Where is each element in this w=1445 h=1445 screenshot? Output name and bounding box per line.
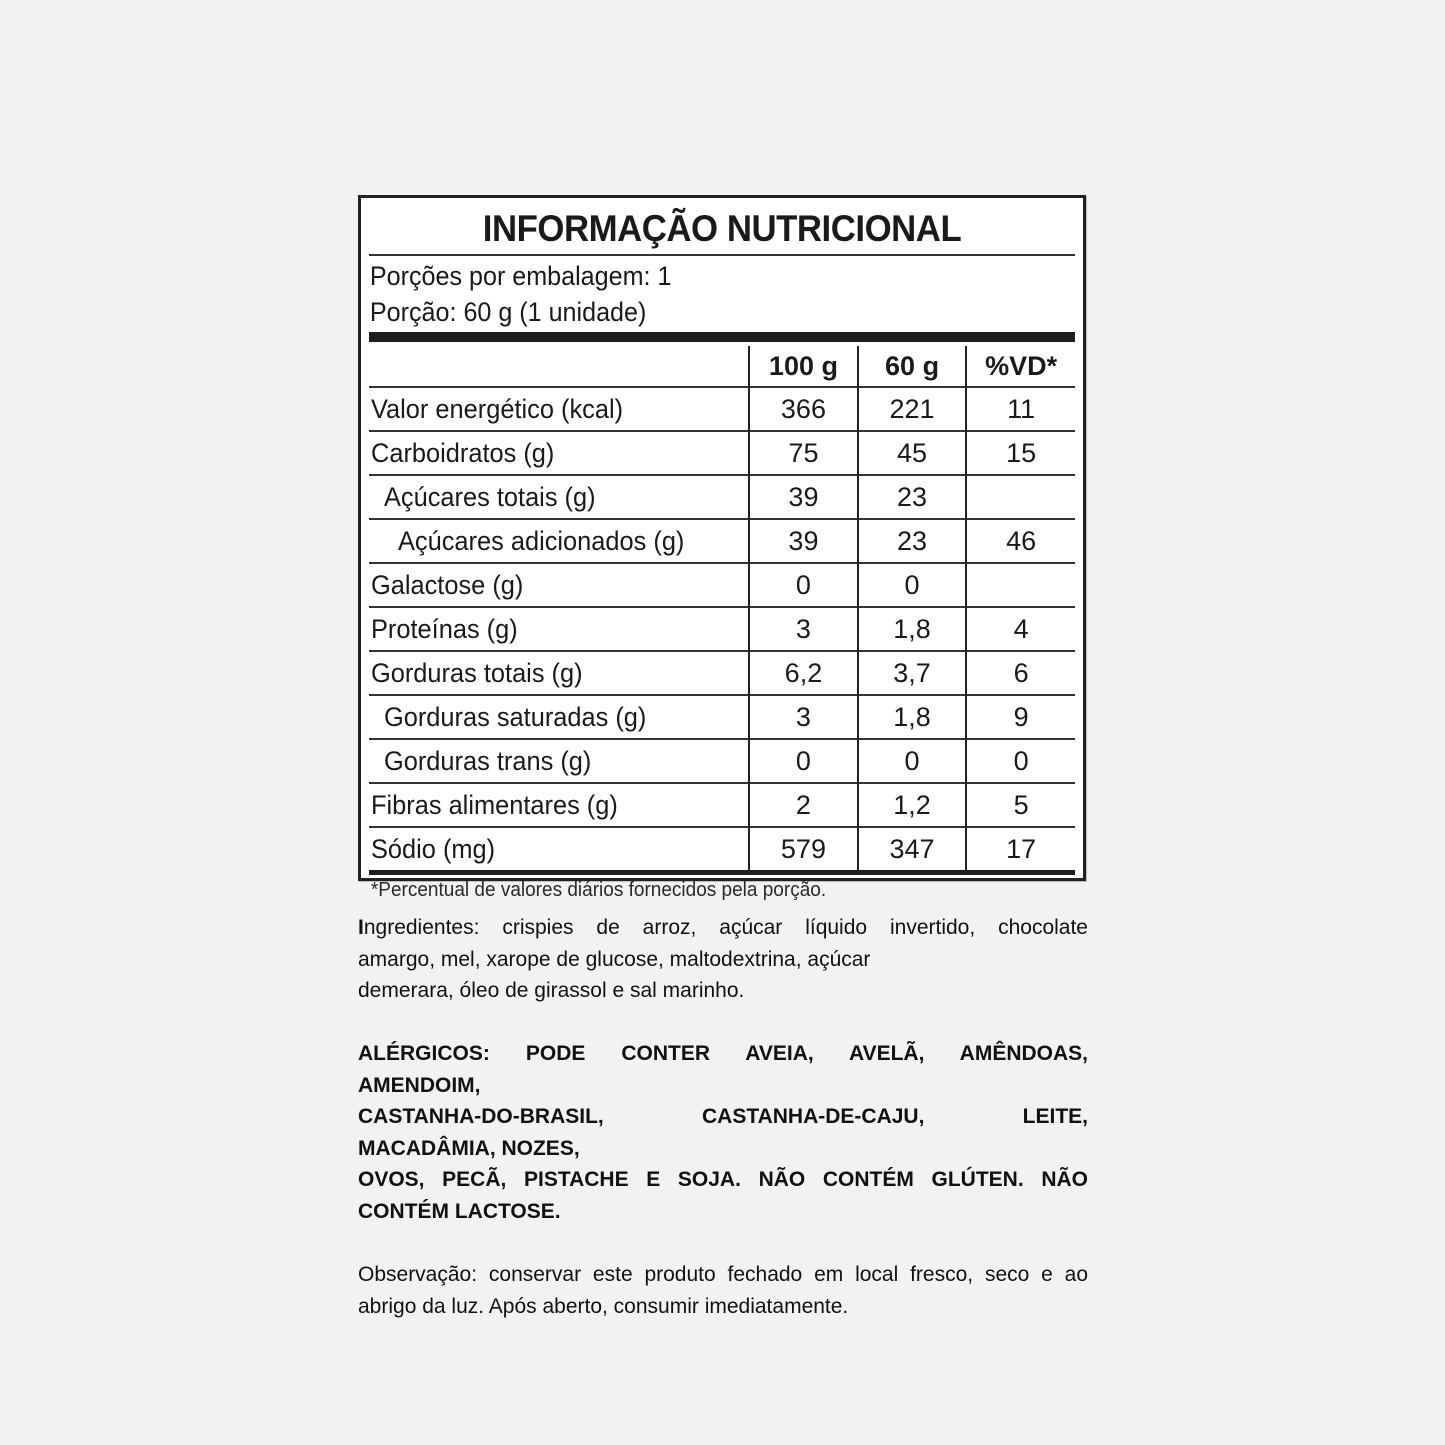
table-row [369, 695, 1075, 739]
value-100g: 0 [749, 563, 858, 607]
value-daily: 46 [966, 519, 1075, 563]
nutrition-facts-label [358, 195, 1086, 901]
ingredients-initial: I [358, 916, 364, 939]
allergens-line: OVOS, PECÃ, PISTACHE E SOJA. NÃO CONTÉM GLÚTEN. NÃO [358, 1168, 1088, 1191]
nutrient-name: Gorduras saturadas (g) [369, 695, 749, 739]
nutrient-name: Carboidratos (g) [369, 431, 749, 475]
value-serving: 23 [858, 475, 967, 519]
nutrient-name: Fibras alimentares (g) [369, 783, 749, 827]
value-serving: 0 [858, 739, 967, 783]
value-100g: 579 [749, 827, 858, 870]
thick-divider [369, 332, 1075, 342]
table-row [369, 563, 1075, 607]
value-serving: 1,8 [858, 695, 967, 739]
value-100g: 0 [749, 739, 858, 783]
ingredients-line: demerara, óleo de girassol e sal marinho. [358, 979, 745, 1002]
value-100g: 6,2 [749, 651, 858, 695]
value-daily: 5 [966, 783, 1075, 827]
ingredients-line [358, 912, 1088, 944]
value-daily: 6 [966, 651, 1075, 695]
nutrient-name: Gorduras totais (g) [369, 651, 749, 695]
table-row [369, 827, 1075, 870]
allergens-line: ALÉRGICOS: PODE CONTER AVEIA, AVELÃ, AMÊNDOAS, [358, 1042, 1088, 1065]
allergens-line: CASTANHA-DO-BRASIL, CASTANHA-DE-CAJU, LEITE, [358, 1105, 1088, 1128]
value-serving: 347 [858, 827, 967, 870]
column-header-serving: 60 g [858, 346, 967, 387]
nutrient-name: Proteínas (g) [369, 607, 749, 651]
nutrient-name: Valor energético (kcal) [369, 387, 749, 431]
value-serving: 1,8 [858, 607, 967, 651]
nutrient-name: Galactose (g) [369, 563, 749, 607]
allergens-line: CONTÉM LACTOSE. [358, 1199, 561, 1223]
value-serving: 3,7 [858, 651, 967, 695]
value-daily [966, 475, 1075, 519]
value-serving: 1,2 [858, 783, 967, 827]
value-100g: 75 [749, 431, 858, 475]
table-row [369, 519, 1075, 563]
nutrition-table [369, 346, 1075, 870]
observation-line: Observação: conservar este produto fechado em local fresco, seco e ao [358, 1263, 1088, 1286]
value-100g: 39 [749, 475, 858, 519]
observation-line: abrigo da luz. Após aberto, consumir imediatamente. [358, 1294, 849, 1318]
column-header-daily-value: %VD* [966, 346, 1075, 387]
value-100g: 39 [749, 519, 858, 563]
nutrient-name: Sódio (mg) [369, 827, 749, 870]
value-serving: 221 [858, 387, 967, 431]
table-row [369, 739, 1075, 783]
table-row [369, 651, 1075, 695]
table-row [369, 607, 1075, 651]
value-100g: 3 [749, 695, 858, 739]
column-header-100g: 100 g [749, 346, 858, 387]
nutrient-name: Açúcares totais (g) [369, 475, 749, 519]
column-header-nutrient [369, 346, 749, 387]
servings-per-package: Porções por embalagem: 1 [369, 261, 672, 291]
value-serving: 0 [858, 563, 967, 607]
storage-observation-text [358, 1259, 1088, 1322]
value-100g: 3 [749, 607, 858, 651]
allergens-line: MACADÂMIA, NOZES, [358, 1136, 580, 1160]
value-daily: 17 [966, 827, 1075, 870]
value-daily: 11 [966, 387, 1075, 431]
table-row [369, 387, 1075, 431]
allergens-text [358, 1038, 1088, 1227]
value-100g: 2 [749, 783, 858, 827]
value-100g: 366 [749, 387, 858, 431]
value-daily: 15 [966, 431, 1075, 475]
allergens-line: AMENDOIM, [358, 1073, 481, 1097]
nutrient-name: Gorduras trans (g) [369, 739, 749, 783]
value-daily: 0 [966, 739, 1075, 783]
value-daily [966, 563, 1075, 607]
daily-value-footnote: *Percentual de valores diários fornecidos pela porção. [370, 879, 827, 901]
ingredients-text [358, 912, 1088, 1007]
table-header-row [369, 346, 1075, 387]
nutrition-facts-inner [369, 198, 1075, 905]
value-serving: 23 [858, 519, 967, 563]
table-row [369, 431, 1075, 475]
ingredients-line: amargo, mel, xarope de glucose, maltodextrina, açúcar [358, 947, 871, 971]
label-title: INFORMAÇÃO NUTRICIONAL [482, 208, 962, 249]
value-daily: 4 [966, 607, 1075, 651]
table-row [369, 475, 1075, 519]
value-daily: 9 [966, 695, 1075, 739]
value-serving: 45 [858, 431, 967, 475]
serving-size: Porção: 60 g (1 unidade) [369, 297, 647, 327]
ingredients-line-text: ngredientes: crispies de arroz, açúcar líquido invertido, chocolate [363, 916, 1088, 939]
nutrient-name: Açúcares adicionados (g) [369, 519, 749, 563]
table-row [369, 783, 1075, 827]
